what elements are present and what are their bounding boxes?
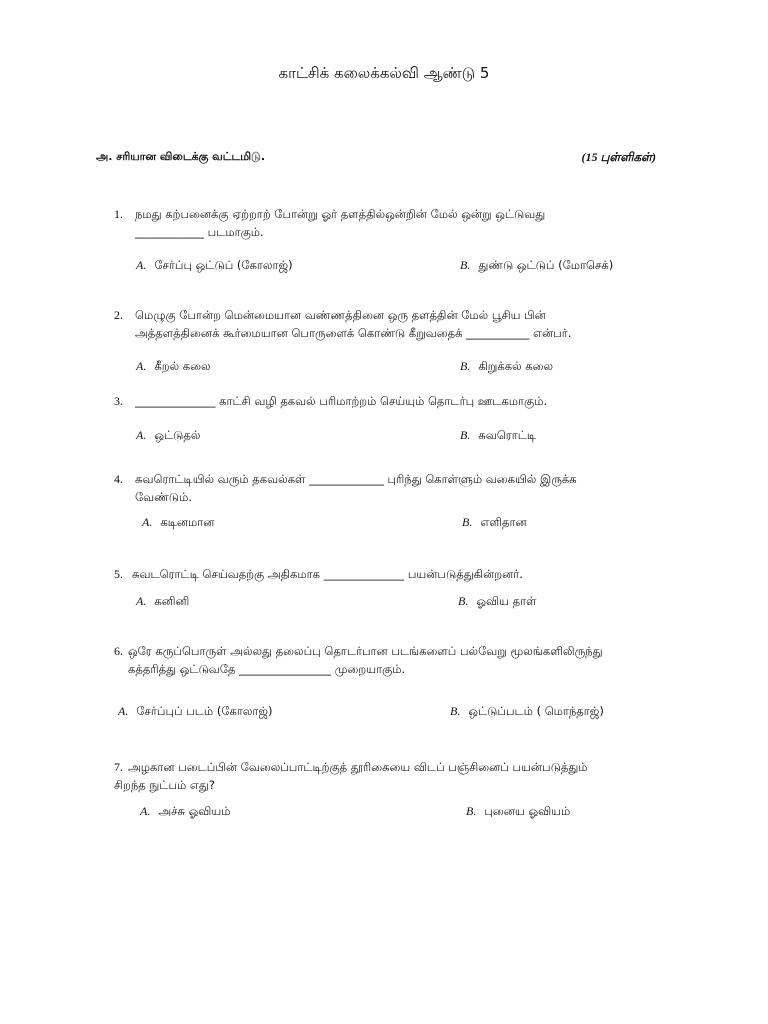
section-marks: (15 புள்ளிகள்)	[581, 150, 656, 164]
question-6	[114, 642, 694, 678]
question-text-line1: ஒரே கருப்பொருள் அல்லது தலைப்பு தொடர்பான படங்களைப் பல்வேறு மூலங்களிலிருந்து	[128, 644, 603, 658]
option-letter: B.	[466, 804, 477, 818]
question-text-line2: கத்தரித்து ஒட்டுவதே ________________ முறையாகும்.	[128, 662, 406, 676]
question-text-line2: ____________ படமாகும்.	[135, 225, 264, 239]
option-b[interactable]	[460, 428, 536, 444]
question-text-line1: ______________ காட்சி வழி தகவல் பரிமாற்றம் செய்யும் தொடர்பு ஊடகமாகும்.	[135, 394, 548, 408]
option-letter: B.	[460, 359, 471, 373]
question-text-line1: அழகான படைப்பின் வேலைப்பாட்டிற்குத் தூரிகையை விடப் பஞ்சினைப் பயன்படுத்தும்	[128, 760, 588, 774]
question-number: 5.	[114, 567, 123, 581]
option-b[interactable]	[462, 515, 527, 531]
option-text: ஒட்டுதல்	[154, 428, 201, 442]
option-letter: B.	[460, 428, 471, 442]
option-a[interactable]	[140, 804, 231, 820]
section-instruction: அ. சரியான விடைக்கு வட்டமிடு.	[96, 150, 266, 163]
question-number: 6.	[114, 644, 123, 658]
option-a[interactable]	[142, 515, 214, 531]
option-a[interactable]	[136, 359, 211, 375]
question-7	[114, 758, 694, 794]
option-text: சேர்ப்புப் படம் (கோலாஜ்)	[136, 704, 273, 718]
option-text: ஒட்டுப்படம் ( மொந்தாஜ்)	[468, 704, 604, 718]
option-text: எளிதான	[480, 515, 527, 529]
option-text: சேர்ப்பு ஒட்டுப் (கோலாஜ்)	[154, 258, 293, 272]
page-title: காட்சிக் கலைக்கல்வி ஆண்டு 5	[278, 64, 490, 82]
question-text-line2: வேண்டும்.	[135, 490, 192, 504]
option-b[interactable]	[466, 804, 570, 820]
option-a[interactable]	[118, 704, 272, 720]
option-letter: A.	[136, 258, 147, 272]
question-text-line1: சுவரொட்டியில் வரும் தகவல்கள் _____________ புரிந்து கொள்ளும் வகையில் இருக்க	[135, 472, 577, 486]
option-text: சுவரொட்டி	[478, 428, 537, 442]
option-letter: A.	[136, 428, 147, 442]
option-letter: A.	[140, 804, 151, 818]
question-4	[114, 470, 674, 506]
option-text: கீறல் கலை	[154, 359, 211, 373]
question-text-line1: மெழுகு போன்ற மென்மையான வண்ணத்தினை ஒரு தளத்தின் மேல் பூசிய பின்	[135, 308, 546, 322]
option-b[interactable]	[460, 359, 553, 375]
option-text: அச்சு ஓவியம்	[158, 804, 231, 818]
option-b[interactable]	[460, 258, 613, 274]
option-text: ஓவிய தாள்	[476, 594, 537, 608]
option-text: கனினி	[154, 594, 190, 608]
question-text-line2: அத்தளத்தினைக் கூர்மையான பொருளைக் கொண்டு கீறுவதைக் ___________ என்பர்.	[135, 326, 572, 340]
option-letter: B.	[462, 515, 473, 529]
option-a[interactable]	[136, 428, 200, 444]
option-text: புனைய ஓவியம்	[484, 804, 571, 818]
section-header	[96, 150, 656, 165]
question-1	[114, 205, 674, 241]
question-number: 4.	[114, 472, 123, 486]
option-letter: A.	[118, 704, 129, 718]
option-text: கிறுக்கல் கலை	[478, 359, 554, 373]
option-letter: A.	[136, 359, 147, 373]
question-3	[114, 392, 674, 410]
option-text: கடினமான	[160, 515, 215, 529]
option-text: துண்டு ஒட்டுப் (மோசெக்)	[478, 258, 614, 272]
option-letter: B.	[458, 594, 469, 608]
option-letter: A.	[142, 515, 153, 529]
option-b[interactable]	[450, 704, 604, 720]
question-number: 7.	[114, 760, 123, 774]
question-number: 1.	[114, 207, 123, 221]
option-a[interactable]	[136, 594, 189, 610]
option-letter: A.	[136, 594, 147, 608]
option-letter: B.	[450, 704, 461, 718]
question-text-line2: சிறந்த நுட்பம் எது?	[114, 778, 215, 792]
question-2	[114, 306, 684, 342]
question-number: 2.	[114, 308, 123, 322]
question-text-line1: சுவடரொட்டி செய்வதற்கு அதிகமாக ______________ பயன்படுத்துகின்றனர்.	[132, 567, 523, 581]
question-5	[114, 565, 674, 583]
option-letter: B.	[460, 258, 471, 272]
option-a[interactable]	[136, 258, 293, 274]
option-b[interactable]	[458, 594, 536, 610]
question-number: 3.	[114, 394, 123, 408]
question-text-line1: நமது கற்பனைக்கு ஏற்றாற் போன்று ஓர் தளத்தில்ஒன்றின் மேல் ஒன்று ஒட்டுவது	[135, 207, 546, 221]
